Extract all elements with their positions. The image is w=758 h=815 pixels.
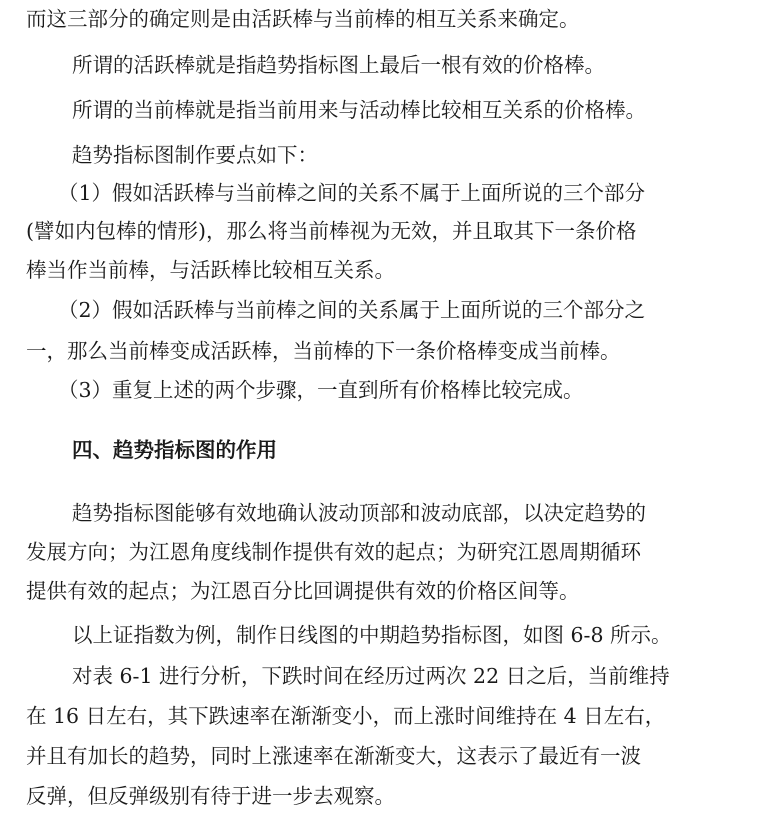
text-line: 以上证指数为例，制作日线图的中期趋势指标图，如图 6-8 所示。: [72, 623, 672, 647]
text-line: 棒当作当前棒，与活跃棒比较相互关系。: [26, 258, 395, 282]
text-line: 趋势指标图制作要点如下：: [72, 143, 318, 167]
text-line: 对表 6-1 进行分析，下跌时间在经历过两次 22 日之后，当前维持: [72, 664, 670, 688]
text-line: (譬如内包棒的情形)，那么将当前棒视为无效，并且取其下一条价格: [26, 219, 637, 243]
text-line: 趋势指标图能够有效地确认波动顶部和波动底部，以决定趋势的: [72, 501, 646, 525]
text-line: 所谓的当前棒就是指当前用来与活动棒比较相互关系的价格棒。: [72, 98, 646, 122]
text-line: 一，那么当前棒变成活跃棒，当前棒的下一条价格棒变成当前棒。: [26, 339, 621, 363]
text-line: （1）假如活跃棒与当前棒之间的关系不属于上面所说的三个部分: [58, 181, 646, 205]
text-line: 发展方向；为江恩角度线制作提供有效的起点；为研究江恩周期循环: [26, 540, 641, 564]
text-line: （3）重复上述的两个步骤，一直到所有价格棒比较完成。: [58, 378, 584, 402]
text-line: 并且有加长的趋势，同时上涨速率在渐渐变大，这表示了最近有一波: [26, 744, 641, 768]
text-line: 而这三部分的确定则是由活跃棒与当前棒的相互关系来确定。: [26, 7, 580, 31]
text-line: 在 16 日左右，其下跌速率在渐渐变小，而上涨时间维持在 4 日左右，: [26, 704, 666, 728]
text-line: （2）假如活跃棒与当前棒之间的关系属于上面所说的三个部分之: [58, 298, 646, 322]
text-line: 提供有效的起点；为江恩百分比回调提供有效的价格区间等。: [26, 579, 580, 603]
text-line: 所谓的活跃棒就是指趋势指标图上最后一根有效的价格棒。: [72, 53, 605, 77]
section-heading: 四、趋势指标图的作用: [72, 438, 277, 462]
text-line: 反弹，但反弹级别有待于进一步去观察。: [26, 784, 395, 808]
